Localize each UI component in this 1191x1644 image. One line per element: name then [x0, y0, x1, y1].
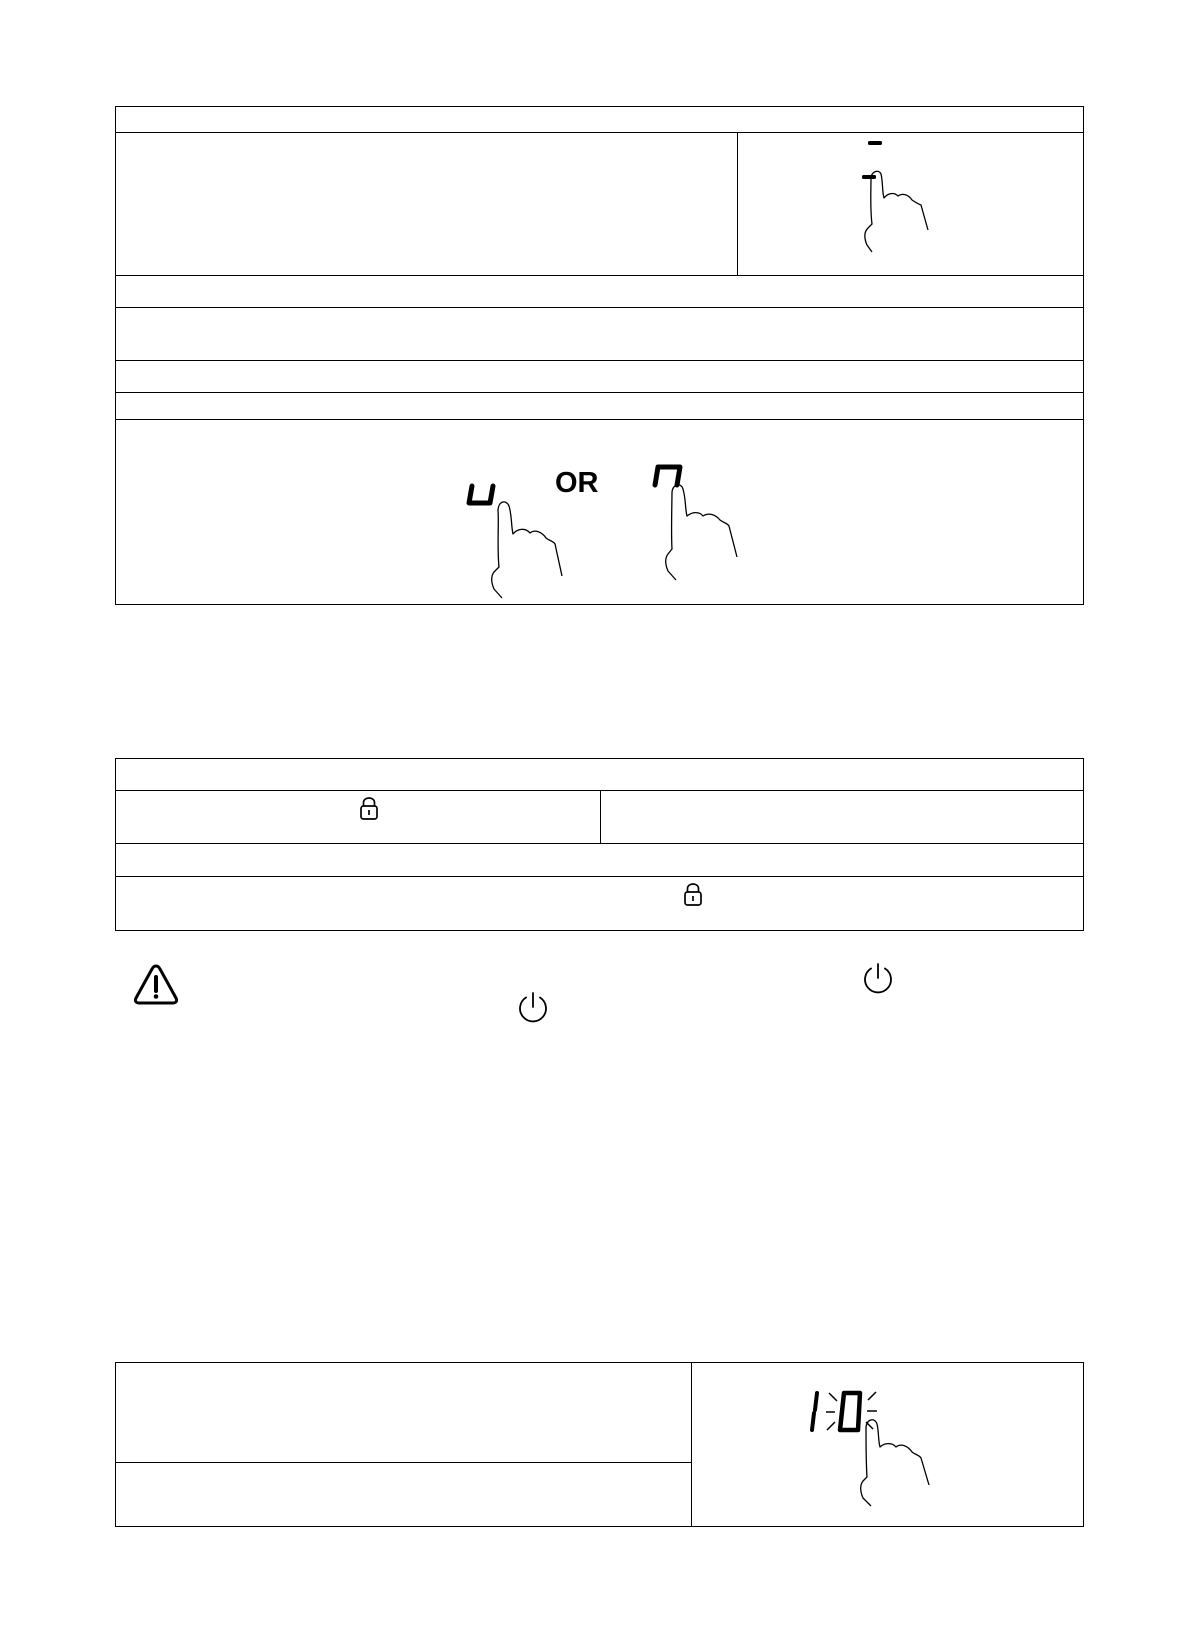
power-icon [861, 962, 895, 996]
lock-icon [683, 881, 703, 907]
table-2-divider [115, 843, 1084, 844]
table-1-divider [115, 419, 1084, 420]
blink-mark [829, 1393, 837, 1401]
lock-icon [359, 795, 379, 821]
warning-triangle-icon [133, 963, 179, 1006]
blink-mark [868, 1392, 876, 1400]
table-1-divider [115, 307, 1084, 308]
timer-digit-one [812, 1393, 817, 1430]
blink-mark [827, 1422, 835, 1430]
table-2-column-divider [600, 790, 601, 843]
table-1-divider [115, 132, 1084, 133]
table-3-divider [115, 1462, 691, 1463]
finger-touch-icon [492, 502, 562, 598]
up-down-key-touch-figure [462, 456, 772, 604]
table-3 [115, 1362, 1084, 1527]
table-2-divider [115, 876, 1084, 877]
table-2 [115, 758, 1084, 931]
minus-segment-top [868, 141, 882, 145]
table-1-column-divider [737, 132, 738, 275]
finger-touch-icon [666, 485, 737, 580]
power-icon [516, 991, 550, 1025]
timer-digit-zero [840, 1393, 860, 1430]
finger-touch-icon [865, 171, 928, 252]
u-segment-glyph [469, 486, 493, 503]
finger-touch-icon [861, 1420, 929, 1506]
table-3-column-divider [691, 1362, 692, 1527]
n-segment-glyph [655, 467, 680, 485]
minus-key-touch-figure [850, 136, 960, 256]
table-1-divider [115, 275, 1084, 276]
table-1-divider [115, 392, 1084, 393]
minus-segment-bottom [862, 175, 876, 179]
or-label: OR [555, 467, 599, 499]
table-1-divider [115, 360, 1084, 361]
timer-display-touch-figure [806, 1388, 936, 1510]
